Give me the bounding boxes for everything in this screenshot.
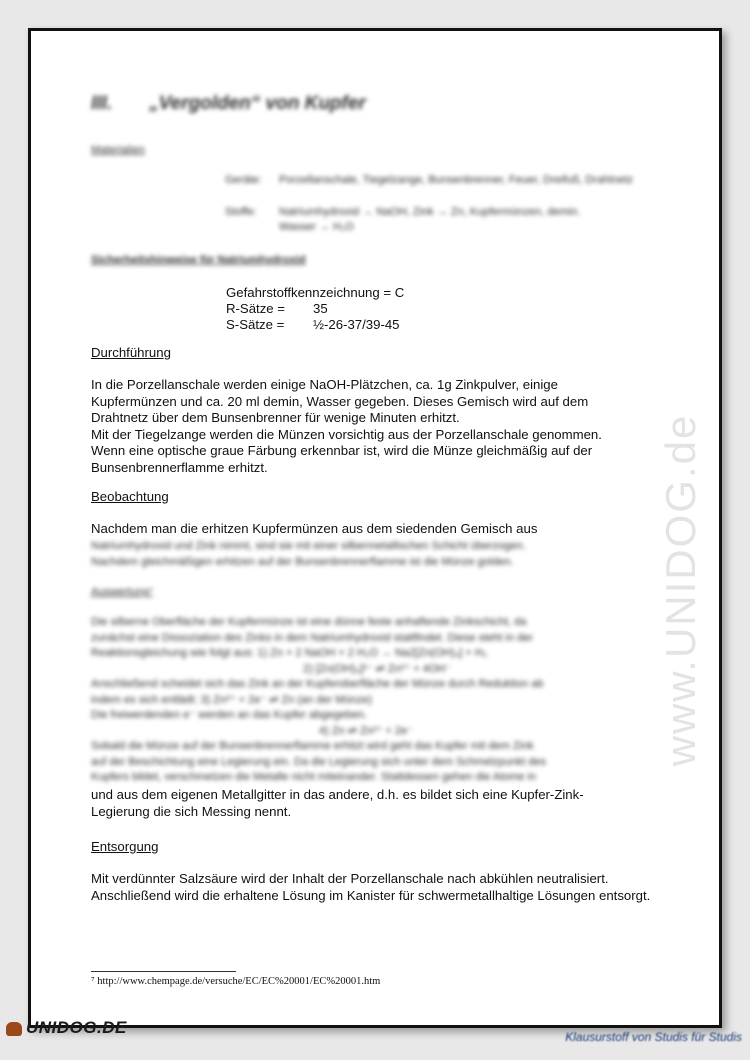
text-line: Mit verdünnter Salzsäure wird der Inhalt der Porzellanschale nach abkühlen neutralisiert. — [91, 871, 609, 886]
dog-icon — [6, 1022, 22, 1036]
text-line: Kupfers bildet, verschmelzen die Metalle nicht miteinander. Stattdessen gehen die Atome in — [91, 771, 537, 783]
geraete-row — [225, 173, 685, 188]
text-line: und aus dem eigenen Metallgitter in das andere, d.h. es bildet sich eine Kupfer-Zink- — [91, 787, 584, 802]
s-saetze-label: S-Sätze = — [226, 317, 285, 332]
r-saetze-line — [226, 301, 328, 318]
text-line: zunächst eine Dissoziation des Zinks in dem Natriumhydroxid stattfindet. Diese steht in der — [91, 631, 534, 644]
text-line: In die Porzellanschale werden einige NaOH-Plätzchen, ca. 1g Zinkpulver, einige — [91, 377, 558, 392]
stoffe-value: Natriumhydroxid → NaOH, Zink → Zn, Kupfermünzen, demin. Wasser → H₂O — [279, 206, 581, 233]
footnote[interactable]: ⁷ http://www.chempage.de/versuche/EC/EC%20001/EC%20001.htm — [91, 976, 381, 987]
beobachtung-text — [91, 521, 711, 538]
r-saetze-value: 35 — [313, 301, 328, 316]
s-saetze-line — [226, 317, 400, 334]
entsorgung-text — [91, 871, 716, 904]
materialien-heading: Materialien — [91, 144, 145, 156]
text-line: Wenn eine optische graue Färbung erkennbar ist, wird die Münze gleichmäßig auf der — [91, 443, 593, 458]
beobachtung-heading: Beobachtung — [91, 489, 169, 504]
equation-line: 4) Zn ⇌ Zn²⁺ + 2e⁻ — [319, 724, 413, 737]
footnote-divider — [91, 971, 236, 972]
geraete-value: Porzellanschale, Tiegelzange, Bunsenbrenner, Feuer, Dreifuß, Drahtnetz — [279, 174, 634, 186]
watermark-text: www.UNIDOG.de — [657, 413, 704, 767]
text-line: Anschließend wird die erhaltene Lösung im Kanister für schwermetallhaltige Lösungen entsorgt. — [91, 887, 651, 903]
text-line: Die freiwerdenden e⁻ werden an das Kupfer abgegeben. — [91, 709, 368, 721]
text-line: Die silberne Oberfläche der Kupfermünze ist eine dünne feste anhaftende Zinkschicht, da — [91, 616, 527, 628]
durchfuehrung-heading: Durchführung — [91, 345, 171, 360]
text-line: Mit der Tiegelzange werden die Münzen vorsichtig aus der Porzellanschale genommen. — [91, 426, 602, 442]
equation-line: 2) [Zn(OH)₄]²⁻ ⇌ Zn²⁺ + 4OH⁻ — [303, 662, 452, 675]
s-saetze-value: ½-26-37/39-45 — [313, 317, 400, 332]
auswertung-heading: Auswertung⁷ — [91, 586, 154, 598]
durchfuehrung-text — [91, 377, 711, 476]
sicherheit-heading: Sicherheitshinweise für Natriumhydroxid — [91, 254, 306, 266]
unidog-logo[interactable] — [6, 1018, 127, 1038]
auswertung-text — [91, 615, 711, 786]
text-line: Drahtnetz über dem Bunsenbrenner für wenige Minuten erhitzt. — [91, 410, 460, 425]
text-line: indem es sich entlädt: 3) Zn²⁺ + 2e⁻ ⇌ Zn (an der Münze) — [91, 693, 372, 706]
stoffe-label: Stoffe: — [225, 206, 257, 218]
gefahr-line: Gefahrstoffkennzeichnung = C — [226, 285, 405, 300]
text-line: Natriumhydroxid und Zink nimmt, sind sie mit einer silbermetallischen Schicht überzogen. — [91, 540, 526, 552]
beobachtung-text-blurred — [91, 538, 711, 570]
stoffe-row — [225, 205, 685, 235]
text-line: Legierung die sich Messing nennt. — [91, 803, 292, 819]
text-line: auf der Beschichtung eine Legierung ein. Da die Legierung sich unter dem Schmelzpunkt des — [91, 755, 546, 768]
text-line: Kupfermünzen und ca. 20 ml demin, Wasser gegeben. Dieses Gemisch wird auf dem — [91, 393, 589, 409]
text-line: Reaktionsgleichung wie folgt aus: 1) Zn + 2 NaOH + 2 H₂O → Na2[Zn(OH)₄] + H₂ — [91, 647, 488, 659]
text-line: Bunsenbrennerflamme erhitzt. — [91, 459, 268, 475]
text-line: Nachdem gleichmäßigen erhitzen auf der Bunsenbrennerflamme ist die Münze golden. — [91, 556, 514, 568]
geraete-label: Geräte: — [225, 174, 262, 186]
r-saetze-label: R-Sätze = — [226, 301, 286, 316]
logo-text: UNIDOG.DE — [26, 1018, 127, 1037]
text-line: Sobald die Münze auf der Bunsenbrennerflamme erhitzt wird geht das Kupfer mit dem Zink — [91, 740, 534, 752]
slogan: Klausurstoff von Studis für Studis — [565, 1030, 742, 1044]
auswertung-text-clear — [91, 787, 711, 820]
page-title: III. „Vergolden“ von Kupfer — [91, 93, 366, 114]
document-page — [28, 28, 722, 1028]
entsorgung-heading: Entsorgung — [91, 839, 159, 854]
text-line: Anschließend scheidet sich das Zink an der Kupferoberfläche der Münze durch Reduktion ab — [91, 678, 544, 690]
text-line: Nachdem man die erhitzen Kupfermünzen aus dem siedenden Gemisch aus — [91, 521, 538, 536]
